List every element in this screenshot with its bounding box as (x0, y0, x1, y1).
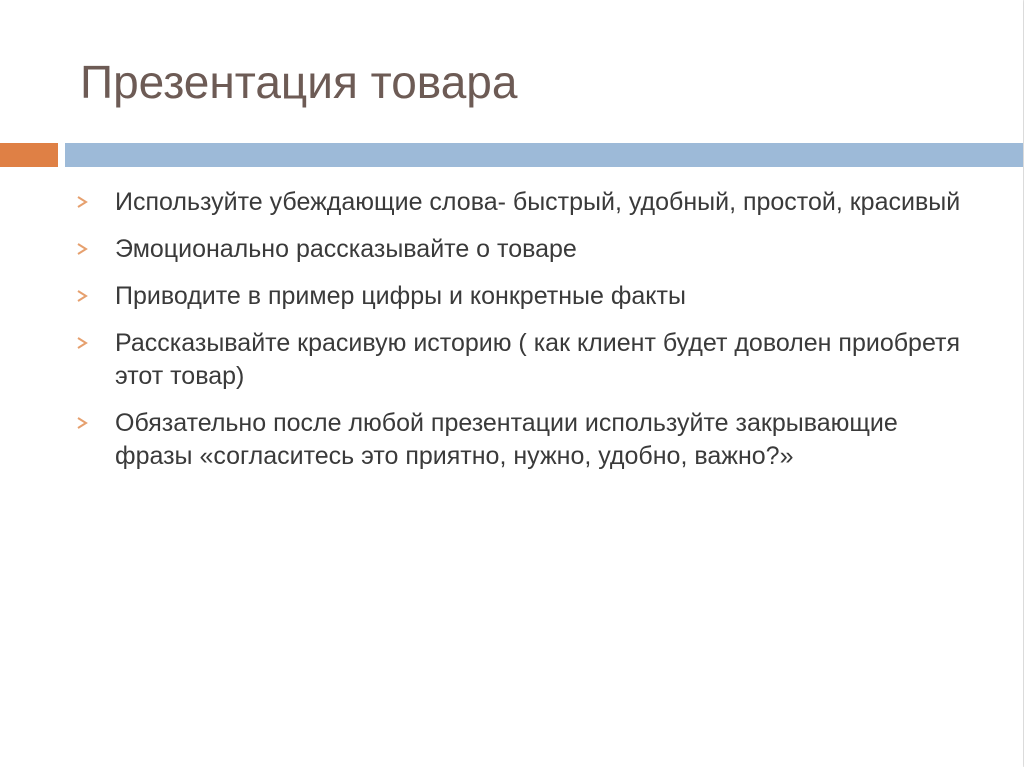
bullet-text: Используйте убеждающие слова- быстрый, удобный, простой, красивый (115, 188, 961, 216)
arrow-bullet-icon (75, 416, 89, 430)
bullet-item (75, 186, 975, 219)
arrow-bullet-icon (75, 289, 89, 303)
arrow-bullet-icon (75, 242, 89, 256)
bullet-item (75, 280, 975, 313)
bullet-item (75, 233, 975, 266)
accent-bar-blue (65, 143, 1023, 167)
slide-title: Презентация товара (80, 56, 518, 108)
bullet-text: Эмоционально рассказывайте о товаре (115, 235, 577, 263)
arrow-bullet-icon (75, 336, 89, 350)
accent-bar-orange (0, 143, 58, 167)
bullet-text: Обязательно после любой презентации используйте закрывающие фразы «согласитесь это приятно, нужно, удобно, важно?» (115, 409, 898, 470)
bullet-item (75, 327, 975, 393)
bullet-text: Рассказывайте красивую историю ( как клиент будет доволен приобретя этот товар) (115, 329, 961, 390)
arrow-bullet-icon (75, 195, 89, 209)
bullet-list (75, 186, 975, 487)
bullet-item (75, 407, 975, 473)
bullet-text: Приводите в пример цифры и конкретные факты (115, 282, 686, 310)
